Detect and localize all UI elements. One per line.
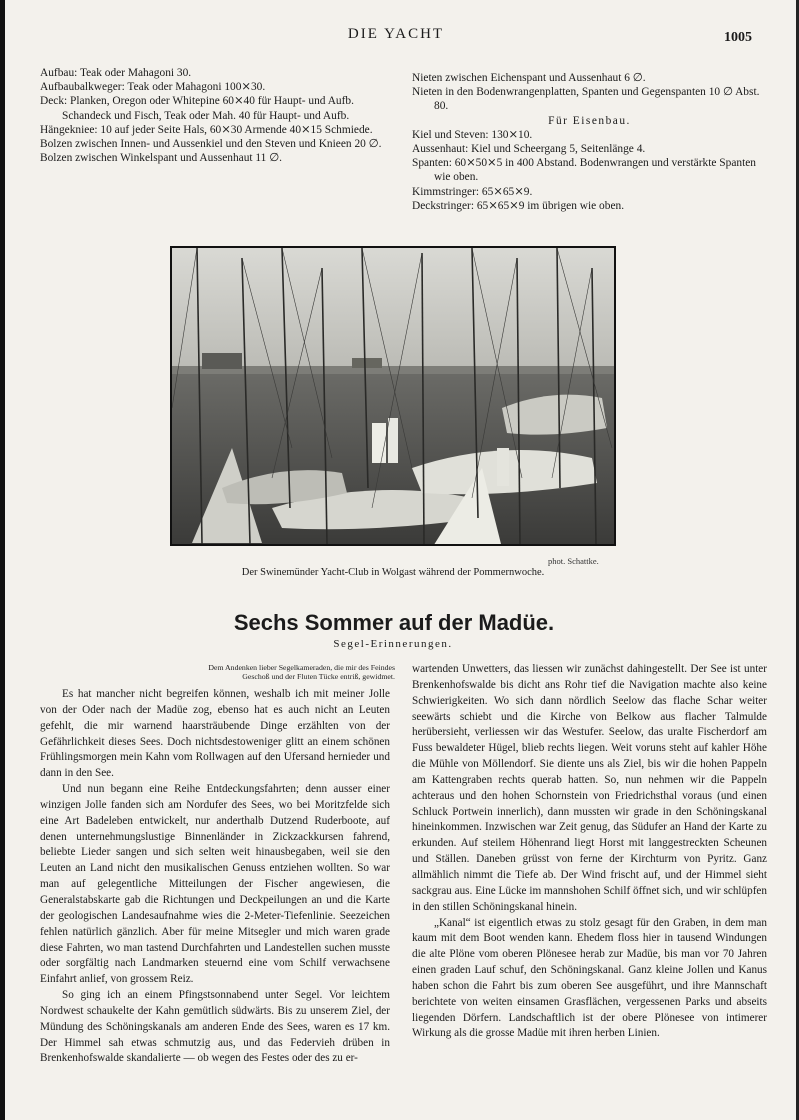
article-subtitle: Segel-Erinnerungen. (333, 638, 453, 650)
scan-edge-left (0, 0, 5, 1120)
article-paragraph: „Kanal“ ist eigentlich etwas zu stolz gesagt für den Graben, in dem man kaum mit dem Boot wenden kann. Ehedem floss hier in tausend Windungen die alte Plöne vom oberen Plönesee herab zur Madüe, bis man vor 70 Jahren einen graden Lauf schuf, den Schöningskanal. Ganz kleine Jollen und Kanus haben schon die Fahrt bis zum oberen See ausgeführt, und ihre Mannschaft berichtete von weiten einsamen Grasflächen, vergessenen Parks und abseits liegenden Dörfern. Landschaftlich ist der obere Plönesee von intimerer Wirkung als die grosse Madüe mit ihren herben Linien. (412, 916, 767, 1040)
spec-item: Hängekniee: 10 auf jeder Seite Hals, 60⨯30 Armende 40⨯15 Schmiede. (40, 123, 373, 136)
sailboats-harbor-image (172, 248, 614, 544)
photo-caption: Der Swinemünder Yacht-Club in Wolgast während der Pommernwoche. (241, 567, 545, 578)
photo-credit: phot. Schattke. (548, 556, 599, 566)
article-title: Sechs Sommer auf der Madüe. (233, 610, 555, 635)
article-column-left (40, 687, 390, 1067)
spec-item: Bolzen zwischen Innen- und Aussenkiel und den Steven und Knieen 20 ∅. (40, 138, 382, 151)
spec-item: Deck: Planken, Oregon oder Whitepine 60⨯40 für Haupt- und Aufb. Schandeck und Fisch, Teak oder Mah. 40 für Haupt- und Aufb. (40, 95, 354, 122)
spec-subheading: Für Eisenbau. (548, 114, 631, 127)
page-header (40, 26, 752, 46)
spec-item: Deckstringer: 65⨯65⨯9 im übrigen wie oben. (412, 199, 625, 212)
article-paragraph: Und nun begann eine Reihe Entdeckungsfahrten; denn ausser einer winzigen Jolle fanden sich am Nordufer des Sees, wo bei Moritzfelde sich eine Art Badeleben entwickelt, nur anderthalb Dutzend Ruderboote, auf denen unternehmungslustige Binnenländer in Zickzackkursen fahrend, beliebte Lieder sangen und sich selten weit hinausbegaben, weil sie den Leuten an Land nicht den musikalischen Genuss entziehen wollten. So war man auf gelegentliche Mitteilungen der Fischer angewiesen, die Generalstabskarte gab die Richtungen und Deckpeilungen an und die Karte der geologischen Landesaufnahme wies die 2-Meter-Tiefenlinie. Seezeichen fehlen natürlich gänzlich. Aber für meine Mitsegler und mich waren grade diese Fahrten, wo man tastend Durchfahrten und Landestellen suchen musste oder sorgfältig nach Landmarken steuernd eine vom Schilf verwachsene Einfahrt anlief, von grossem Reiz. (40, 783, 390, 986)
spec-item: Spanten: 60⨯50⨯5 in 400 Abstand. Bodenwrangen und verstärkte Spanten wie oben. (412, 157, 756, 184)
spec-list-right (412, 71, 767, 213)
spec-item: Nieten in den Bodenwrangenplatten, Spanten und Gegenspanten 10 ∅ Abst. 80. (412, 86, 760, 113)
spec-item: Kimmstringer: 65⨯65⨯9. (412, 185, 533, 198)
article-paragraph: wartenden Unwetters, das liessen wir zunächst dahingestellt. Der See ist unter Brenkenhofswalde bis dicht ans Rohr tief die Navigation machte also keine Schwierigkeiten. Wo sich dann nördlich Seelow das flache Schar weiter seewärts schiebt und die Kirche von Belkow aus flacher Talmulde herübersieht, verliessen wir das Westufer. Seelow, das uralte Fischerdorf am Fuss bewaldeter Hügel, blieb rechts liegen. Weit voruns steht auf kahler Höhe die Mühle von Möllendorf. Sie diente uns als Ziel, bis wir die hohen Pappeln am Kattengraben rechts querab hatten. So, nun nehmen wir die Pappeln achteraus und den hohen Schornstein von Friedrichsthal voraus (und einen Schluck Portwein innerlich), dann mussten wir grade in den Schöningskanal hineinkommen. Inzwischen war Zeit genug, das Südufer an Hand der Karte zu erkunden. Auf steilem Höhenrand liegt Horst mit langgestreckten Scheunen und Ställen. Daneben grüsst von ferne der Kirchturm von Pyritz. Ganz allmählich nimmt die Tiefe ab. Der Wind frischt auf, und der Himmel sieht sackgrau aus. Eine Lücke im mannshohen Schilf öffnet sich, und wir schlüpfen in den stillen Schöningskanal hinein. (412, 663, 767, 913)
spec-item: Aufbau: Teak oder Mahagoni 30. (40, 67, 192, 79)
journal-title: DIE YACHT (347, 26, 445, 42)
spec-item: Aussenhaut: Kiel und Scheergang 5, Seitenlänge 4. (412, 143, 646, 156)
article-column-right (412, 662, 767, 1042)
spec-item: Nieten zwischen Eichenspant und Aussenhaut 6 ∅. (412, 72, 646, 84)
spec-list-left (40, 66, 390, 165)
article-paragraph: So ging ich an einem Pfingstsonnabend unter Segel. Vor leichtem Nordwest schaukelte der Kahn gemütlich südwärts. Bis zu unserem Ziel, der Mündung des Schöningskanals am anderen Ende des Sees, waren es 17 km. Der Himmel sah etwas schmutzig aus, und das Federvieh drüben in Brenkenhofswalde skandalierte — ob wegen des Festes oder des zu er- (40, 989, 390, 1065)
article-paragraph: Es hat mancher nicht begreifen können, weshalb ich mit meiner Jolle von der Oder nach der Madüe zog, ebenso hat es auch nicht an Leuten gefehlt, die mir warnend haarsträubende Dinge erzählten von der Gefährlichkeit dieses Sees. Doch nichtsdestoweniger glitt an einem schönen Frühlingsmorgen mein Kahn vom Rollwagen auf den Ufersand hernieder und dann in den See. (40, 688, 390, 780)
spec-item: Bolzen zwischen Winkelspant und Aussenhaut 11 ∅. (40, 152, 282, 165)
harbor-photo (170, 246, 616, 546)
page-number: 1005 (724, 30, 752, 45)
article-dedication: Dem Andenken lieber Segelkameraden, die mir des Feindes Geschoß und der Fluten Tücke entriß, gewidmet. (208, 663, 395, 682)
spec-item: Kiel und Steven: 130⨯10. (412, 128, 533, 141)
spec-item: Aufbaubalkweger: Teak oder Mahagoni 100⨯30. (40, 81, 266, 94)
